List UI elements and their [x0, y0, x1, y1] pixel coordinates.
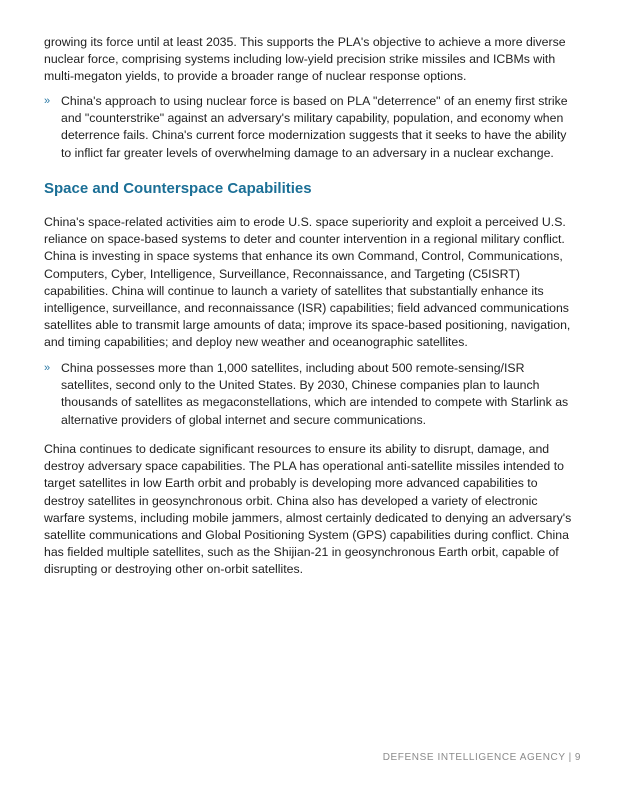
footer-agency: DEFENSE INTELLIGENCE AGENCY	[382, 752, 566, 763]
bullet-text: China's approach to using nuclear force is based on PLA "deterrence" of an enemy first strike and "counterstrike" against an adversary's military capability, population, and economy when deterrence fails. China's current force modernization suggests that it seeks to have the ability to inflict far greater levels of overwhelming damage to an adversary in a nuclear exchange.	[61, 94, 568, 160]
page-footer	[383, 752, 581, 763]
paragraph-nuclear-force: growing its force until at least 2035. This supports the PLA's objective to achieve a more diverse nuclear force, comprising systems including low-yield precision strike missiles and ICBMs with multi-megaton yields, to provide a broader range of nuclear response options.	[44, 35, 566, 84]
bullet-text: China possesses more than 1,000 satellites, including about 500 remote-sensing/ISR satellites, second only to the United States. By 2030, Chinese companies plan to launch thousands of satellites as megaconstellations, which are intended to compete with Starlink as alternative providers of global internet and secure communications.	[61, 361, 569, 427]
footer-separator: |	[568, 752, 572, 763]
paragraph-counterspace: China continues to dedicate significant resources to ensure its ability to disrupt, damage, and destroy adversary space capabilities. The PLA has operational anti-satellite missiles intended to target satellites in low Earth orbit and probably is developing more advanced capabilities to destroy satellites in geosynchronous orbit. China also has developed a variety of electronic warfare systems, including mobile jammers, almost certainly dedicated to denying an adversary's satellite communications and Global Positioning System (GPS) capabilities during conflict. China has fielded multiple satellites, such as the Shijian-21 in geosynchronous Earth orbit, capable of disrupting or destroying other on-orbit satellites.	[44, 442, 572, 577]
bullet-marker-icon: »	[44, 362, 51, 374]
paragraph-space-activities: China's space-related activities aim to erode U.S. space superiority and exploit a perceived U.S. reliance on space-based systems to deter and counter intervention in a regional military conflict. China is investing in space systems that enhance its own Command, Control, Communications, Computers, Cyber, Intelligence, Surveillance, Reconnaissance, and Targeting (C5ISRT) capabilities. China will continue to launch a variety of satellites that substantially enhance its intelligence, surveillance, and reconnaissance (ISR) capabilities; field advanced communications satellites able to transmit large amounts of data; improve its space-based positioning, navigation, and timing capabilities; and deploy new weather and oceanographic satellites.	[44, 215, 571, 350]
section-heading: Space and Counterspace Capabilities	[44, 180, 312, 197]
bullet-nuclear-deterrence	[44, 93, 576, 162]
bullet-marker-icon: »	[44, 95, 51, 107]
bullet-satellites	[44, 360, 576, 429]
page-number: 9	[574, 752, 581, 763]
